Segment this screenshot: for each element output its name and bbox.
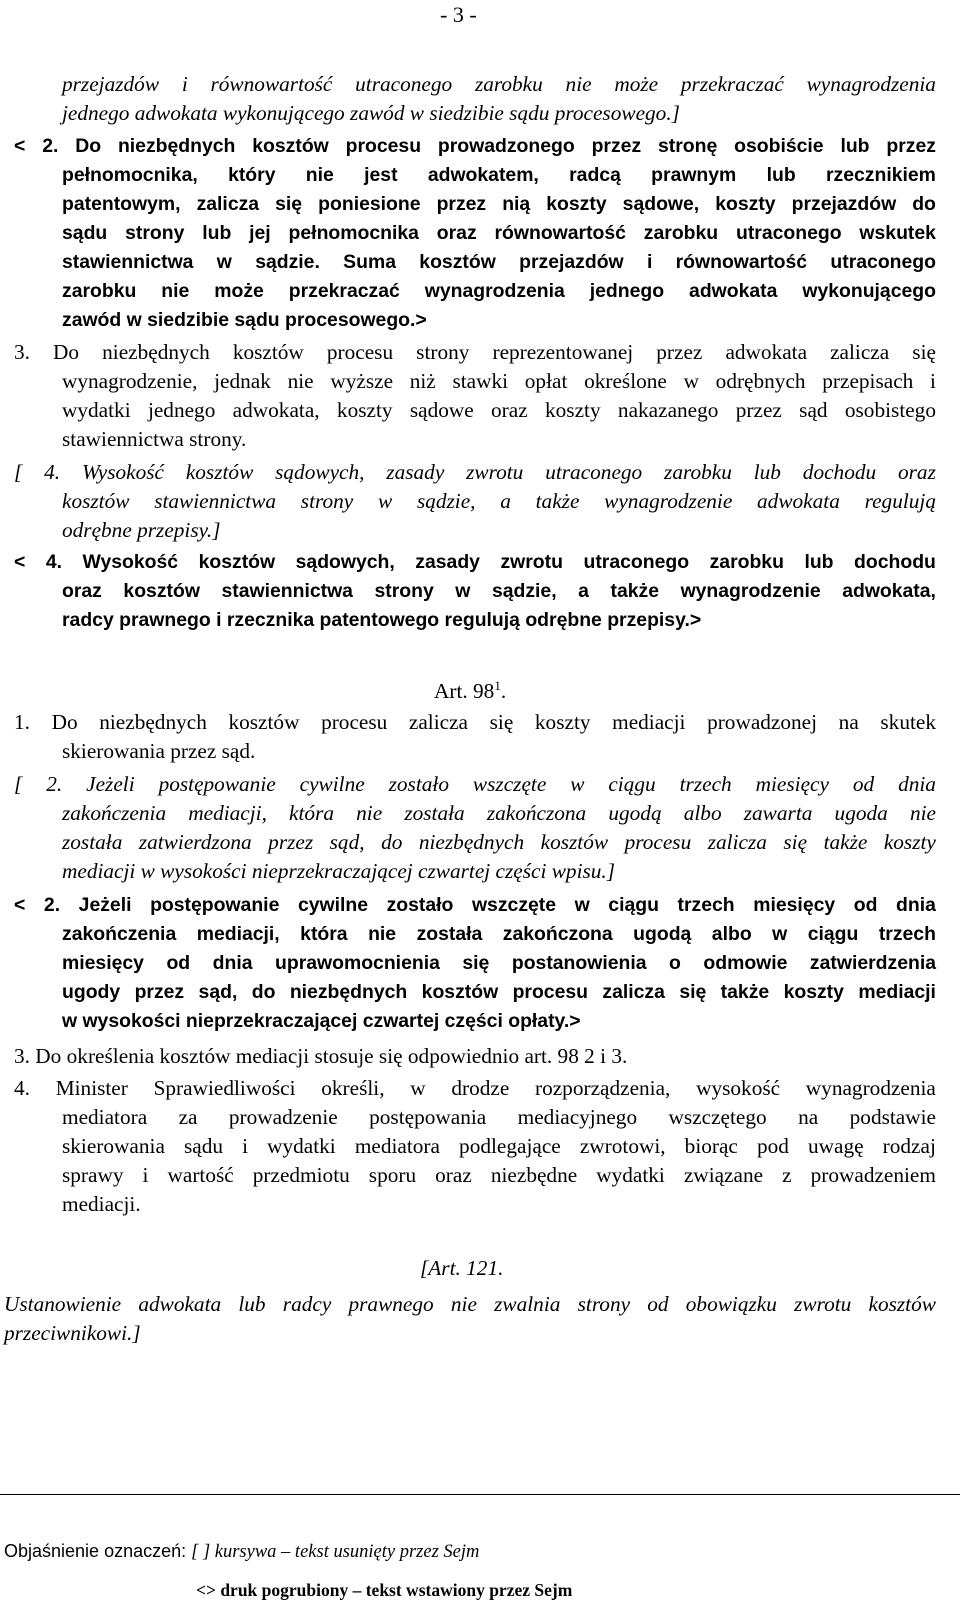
text-line: w wysokości nieprzekraczającej czwartej części opłaty.> [62, 1010, 581, 1032]
text-line: stawiennictwa w sądzie. Suma kosztów przejazdów i równowartość utraconego [62, 251, 936, 273]
text-line: mediatora za prowadzenie postępowania mediacyjnego wszczętego na podstawie [62, 1105, 936, 1129]
text-line: stawiennictwa strony. [62, 427, 247, 451]
paragraph-art98-1-2-removed [14, 770, 936, 799]
text-line: 4. Minister Sprawiedliwości określi, w drodze rozporządzenia, wysokość wynagrodzenia [14, 1076, 936, 1100]
text-line: zakończenia mediacji, która nie została zakończona ugodą albo w ciągu trzech [62, 923, 936, 945]
paragraph-art98-1-2-inserted [14, 891, 936, 920]
paragraph-art98-1-2-removed-body [62, 799, 936, 886]
paragraph-art98-1-4-body [62, 1103, 936, 1219]
paragraph-4-inserted-body [62, 577, 936, 635]
text-line: zawód w siedzibie sądu procesowego.> [62, 309, 427, 331]
text-line: skierowania sądu i wydatki mediatora podlegające zwrotowi, biorąc pod uwagę rodzaj [62, 1134, 936, 1158]
text-line: została zatwierdzona przez sąd, do niezbędnych kosztów procesu zalicza się także koszty [62, 830, 936, 854]
text-line: miesięcy od dnia uprawomocnienia się postanowienia o odmowie zatwierdzenia [62, 952, 936, 974]
paragraph-4-inserted [14, 548, 936, 577]
text-line: 1. Do niezbędnych kosztów procesu zalicza się koszty mediacji prowadzonej na skutek [14, 710, 936, 734]
paragraph-art121 [4, 1290, 936, 1348]
article-superscript: 1 [494, 678, 501, 693]
article-title: Art. 98 [434, 679, 495, 704]
paragraph-art98-1-1 [14, 708, 936, 737]
text-line: kosztów stawiennictwa strony w sądzie, a także wynagrodzenie adwokata regulują [62, 489, 936, 513]
legend-italic: [ ] kursywa – tekst usunięty przez Sejm [191, 1542, 480, 1562]
text-line: ugody przez sąd, do niezbędnych kosztów procesu zalicza się także koszty mediacji [62, 981, 936, 1003]
legend-label: Objaśnienie oznaczeń: [4, 1541, 192, 1561]
page-number: - 3 - [440, 2, 477, 27]
paragraph-art98-1-2-inserted-body [62, 920, 936, 1036]
article-heading-121: [Art. 121. [420, 1256, 504, 1280]
paragraph-continuation [62, 70, 936, 128]
text-line: skierowania przez sąd. [62, 739, 256, 763]
text-line: < 2. Jeżeli postępowanie cywilne zostało wszczęte w ciągu trzech miesięcy od dnia [14, 894, 936, 916]
footer-legend [4, 1541, 479, 1563]
paragraph-4-removed [14, 458, 936, 487]
paragraph-3-body [62, 367, 936, 454]
text-line: < 2. Do niezbędnych kosztów procesu prowadzonego przez stronę osobiście lub przez [14, 135, 936, 157]
text-line: wydatki jednego adwokata, koszty sądowe oraz koszty nakazanego przez sąd osobistego [62, 398, 936, 422]
paragraph-art98-1-4 [14, 1074, 936, 1103]
paragraph-2-inserted-body [62, 161, 936, 335]
text-line: mediacji w wysokości nieprzekraczającej czwartej części wpisu.] [62, 859, 616, 883]
text-line: [ 4. Wysokość kosztów sądowych, zasady zwrotu utraconego zarobku lub dochodu oraz [14, 460, 936, 484]
text-line: [ 2. Jeżeli postępowanie cywilne zostało wszczęte w ciągu trzech miesięcy od dnia [14, 772, 936, 796]
paragraph-3 [14, 338, 936, 367]
text-line: sprawy i wartość przedmiotu sporu oraz niezbędne wydatki związane z prowadzeniem [62, 1163, 936, 1187]
text-line: oraz kosztów stawiennictwa strony w sądzie, a także wynagrodzenie adwokata, [62, 580, 936, 602]
paragraph-art98-1-1-body [62, 737, 936, 766]
text-line: zarobku nie może przekraczać wynagrodzenia jednego adwokata wykonującego [62, 280, 936, 302]
article-heading-98-1 [434, 678, 506, 704]
text-line: przeciwnikowi.] [4, 1321, 141, 1345]
text-line: wynagrodzenie, jednak nie wyższe niż stawki opłat określone w odrębnych przepisach i [62, 369, 936, 393]
text-line: przejazdów i równowartość utraconego zarobku nie może przekraczać wynagrodzenia [62, 72, 936, 96]
text-line: odrębne przepisy.] [62, 518, 221, 542]
text-line: 3. Do niezbędnych kosztów procesu strony reprezentowanej przez adwokata zalicza się [14, 340, 936, 364]
text-line: Ustanowienie adwokata lub radcy prawnego nie zwalnia strony od obowiązku zwrotu kosztów [4, 1292, 936, 1316]
text-line: mediacji. [62, 1192, 141, 1216]
text-line: 3. Do określenia kosztów mediacji stosuje się odpowiednio art. 98 2 i 3. [14, 1044, 628, 1068]
paragraph-2-inserted [14, 132, 936, 161]
paragraph-art98-1-3 [14, 1042, 936, 1071]
paragraph-4-removed-body [62, 487, 936, 545]
text-line: zakończenia mediacji, która nie została zakończona ugodą albo zawarta ugoda nie [62, 801, 936, 825]
text-line: pełnomocnika, który nie jest adwokatem, radcą prawnym lub rzecznikiem [62, 164, 936, 186]
footer-divider [0, 1494, 960, 1495]
text-line: patentowym, zalicza się poniesione przez nią koszty sądowe, koszty przejazdów do [62, 193, 936, 215]
text-line: sądu strony lub jej pełnomocnika oraz równowartość zarobku utraconego wskutek [62, 222, 936, 244]
text-line: < 4. Wysokość kosztów sądowych, zasady zwrotu utraconego zarobku lub dochodu [14, 551, 936, 573]
text-line: radcy prawnego i rzecznika patentowego regulują odrębne przepisy.> [62, 609, 702, 631]
footer-legend-bold: <> druk pogrubiony – tekst wstawiony przez Sejm [196, 1580, 573, 1600]
text-line: jednego adwokata wykonującego zawód w siedzibie sądu procesowego.] [62, 101, 680, 125]
article-dot: . [500, 679, 507, 704]
